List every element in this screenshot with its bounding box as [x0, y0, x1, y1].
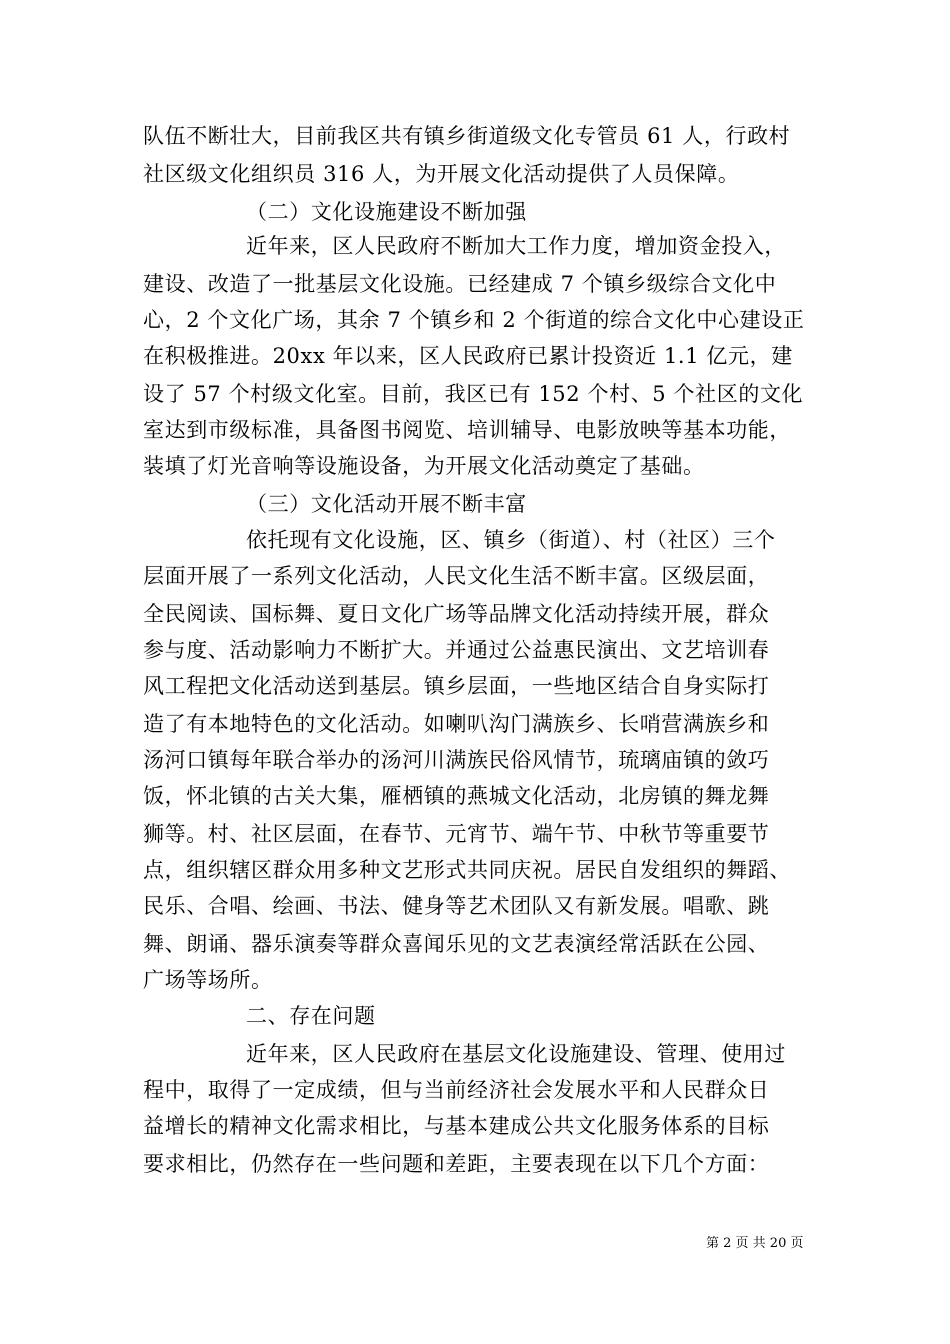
section-heading: （二）文化设施建设不断加强 — [246, 200, 527, 224]
body-text-line: 队伍不断壮大，目前我区共有镇乡街道级文化专管员 61 人，行政村 — [143, 124, 791, 148]
body-text-line: 程中，取得了一定成绩，但与当前经济社会发展水平和人民群众日 — [143, 1078, 770, 1102]
body-text-line: 近年来，区人民政府不断加大工作力度，增加资金投入， — [246, 234, 786, 258]
body-text-line: 风工程把文化活动送到基层。镇乡层面，一些地区结合自身实际打 — [143, 674, 770, 698]
section-heading: （三）文化活动开展不断丰富 — [246, 492, 527, 516]
body-text-line: 在积极推进。20xx 年以来，区人民政府已累计投资近 1.1 亿元，建 — [143, 344, 793, 368]
body-text-line: 装填了灯光音响等设施设备，为开展文化活动奠定了基础。 — [143, 454, 705, 478]
body-text-line: 全民阅读、国标舞、夏日文化广场等品牌文化活动持续开展，群众 — [143, 602, 770, 626]
body-text-line: 造了有本地特色的文化活动。如喇叭沟门满族乡、长哨营满族乡和 — [143, 712, 770, 736]
body-text-line: 依托现有文化设施，区、镇乡（街道）、村（社区）三个 — [246, 528, 776, 552]
body-text-line: 要求相比，仍然存在一些问题和差距，主要表现在以下几个方面： — [143, 1152, 770, 1176]
body-text-line: 参与度、活动影响力不断扩大。并通过公益惠民演出、文艺培训春 — [143, 638, 770, 662]
body-text-line: 饭，怀北镇的古关大集，雁栖镇的燕城文化活动，北房镇的舞龙舞 — [143, 784, 770, 808]
body-text-line: 益增长的精神文化需求相比，与基本建成公共文化服务体系的目标 — [143, 1114, 770, 1138]
section-heading: 二、存在问题 — [246, 1004, 376, 1028]
body-text-line: 舞、朗诵、器乐演奏等群众喜闻乐见的文艺表演经常活跃在公园、 — [143, 932, 770, 956]
body-text-line: 社区级文化组织员 316 人，为开展文化活动提供了人员保障。 — [143, 162, 740, 186]
page-number-footer: 第 2 页 共 20 页 — [706, 1236, 804, 1251]
body-text-line: 设了 57 个村级文化室。目前，我区已有 152 个村、5 个社区的文化 — [143, 382, 804, 406]
body-text-line: 室达到市级标准，具备图书阅览、培训辅导、电影放映等基本功能， — [143, 418, 791, 442]
body-text-line: 近年来，区人民政府在基层文化设施建设、管理、使用过 — [246, 1042, 786, 1066]
body-text-line: 广场等场所。 — [143, 968, 273, 992]
body-text-line: 层面开展了一系列文化活动，人民文化生活不断丰富。区级层面， — [143, 564, 770, 588]
body-text-line: 民乐、合唱、绘画、书法、健身等艺术团队又有新发展。唱歌、跳 — [143, 894, 770, 918]
body-text-line: 建设、改造了一批基层文化设施。已经建成 7 个镇乡级综合文化中 — [143, 272, 777, 296]
body-text-line: 狮等。村、社区层面，在春节、元宵节、端午节、中秋节等重要节 — [143, 822, 770, 846]
body-text-line: 点，组织辖区群众用多种文艺形式共同庆祝。居民自发组织的舞蹈、 — [143, 858, 791, 882]
body-text-line: 心，2 个文化广场，其余 7 个镇乡和 2 个街道的综合文化中心建设正 — [143, 308, 805, 332]
body-text-line: 汤河口镇每年联合举办的汤河川满族民俗风情节，琉璃庙镇的敛巧 — [143, 748, 770, 772]
